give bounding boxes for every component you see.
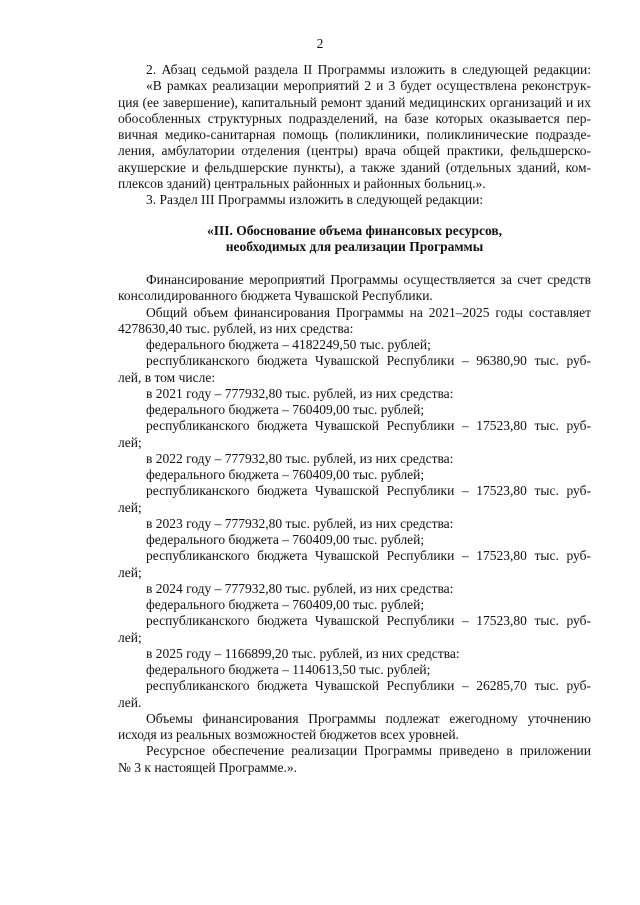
paragraph-line: федерального бюджета – 1140613,50 тыс. рублей; xyxy=(146,662,431,677)
paragraph-line: федерального бюджета – 760409,00 тыс. рублей; xyxy=(146,467,425,482)
paragraph-line: федерального бюджета – 760409,00 тыс. рублей; xyxy=(146,532,425,547)
paragraph-line: в 2022 году – 777932,80 тыс. рублей, из них средства: xyxy=(146,451,454,466)
paragraph-line: исходя из реальных возможностей бюджетов всех уровней. xyxy=(118,727,459,742)
paragraph-line: ция (ее завершение), капитальный ремонт зданий медицинских организаций и их xyxy=(118,95,591,110)
paragraph-line: ления, амбулатории отделения (центры) врача общей практики, фельдшерско- xyxy=(118,143,591,158)
paragraph-line: республиканского бюджета Чувашской Республики – 17523,80 тыс. руб- xyxy=(146,548,591,563)
paragraph-line: лей; xyxy=(118,500,142,515)
section-heading: «III. Обоснование объема финансовых ресурсов, xyxy=(206,223,503,238)
paragraph-line: лей; xyxy=(118,435,142,450)
paragraph-line: федерального бюджета – 4182249,50 тыс. рублей; xyxy=(146,337,431,352)
page-number: 2 xyxy=(316,36,324,51)
paragraph-line: Финансирование мероприятий Программы осуществляется за счет средств xyxy=(146,272,591,287)
paragraph-line: в 2023 году – 777932,80 тыс. рублей, из них средства: xyxy=(146,516,454,531)
paragraph-line: в 2024 году – 777932,80 тыс. рублей, из них средства: xyxy=(146,581,454,596)
paragraph-line: республиканского бюджета Чувашской Республики – 26285,70 тыс. руб- xyxy=(146,678,591,693)
paragraph-line: «В рамках реализации мероприятий 2 и 3 будет осуществлена реконструк- xyxy=(146,78,591,93)
paragraph-line: республиканского бюджета Чувашской Республики – 96380,90 тыс. руб- xyxy=(146,353,591,368)
paragraph-line: Ресурсное обеспечение реализации Программы приведено в приложении xyxy=(146,743,591,758)
section-heading: необходимых для реализации Программы xyxy=(225,239,484,254)
paragraph-line: акушерские и фельдшерские пункты), а также зданий (отдельных зданий, ком- xyxy=(118,160,591,175)
paragraph-line: республиканского бюджета Чувашской Республики – 17523,80 тыс. руб- xyxy=(146,483,591,498)
paragraph-line: вичная медико-санитарная помощь (поликлиники, поликлинические подразде- xyxy=(118,127,591,142)
paragraph-line: Объемы финансирования Программы подлежат ежегодному уточнению xyxy=(146,711,591,726)
paragraph-line: 3. Раздел III Программы изложить в следующей редакции: xyxy=(146,192,484,207)
paragraph-line: 4278630,40 тыс. рублей, из них средства: xyxy=(118,321,354,336)
paragraph-line: консолидированного бюджета Чувашской Республики. xyxy=(118,288,433,303)
paragraph-line: республиканского бюджета Чувашской Республики – 17523,80 тыс. руб- xyxy=(146,613,591,628)
paragraph-line: лей. xyxy=(118,695,142,710)
paragraph-line: лей; xyxy=(118,565,142,580)
paragraph-line: № 3 к настоящей Программе.». xyxy=(118,760,298,775)
paragraph-line: плексов зданий) центральных районных и районных больниц.». xyxy=(118,176,486,191)
paragraph-line: обособленных структурных подразделений, на базе которых оказывается пер- xyxy=(118,111,591,126)
paragraph-line: Общий объем финансирования Программы на 2021–2025 годы составляет xyxy=(146,305,591,320)
paragraph-line: федерального бюджета – 760409,00 тыс. рублей; xyxy=(146,402,425,417)
paragraph-line: федерального бюджета – 760409,00 тыс. рублей; xyxy=(146,597,425,612)
paragraph-line: в 2025 году – 1166899,20 тыс. рублей, из них средства: xyxy=(146,646,460,661)
paragraph-line: в 2021 году – 777932,80 тыс. рублей, из них средства: xyxy=(146,386,454,401)
paragraph-line: лей; xyxy=(118,630,142,645)
paragraph-line: лей, в том числе: xyxy=(118,370,216,385)
paragraph-line: 2. Абзац седьмой раздела II Программы изложить в следующей редакции: xyxy=(146,62,591,77)
paragraph-line: республиканского бюджета Чувашской Республики – 17523,80 тыс. руб- xyxy=(146,418,591,433)
